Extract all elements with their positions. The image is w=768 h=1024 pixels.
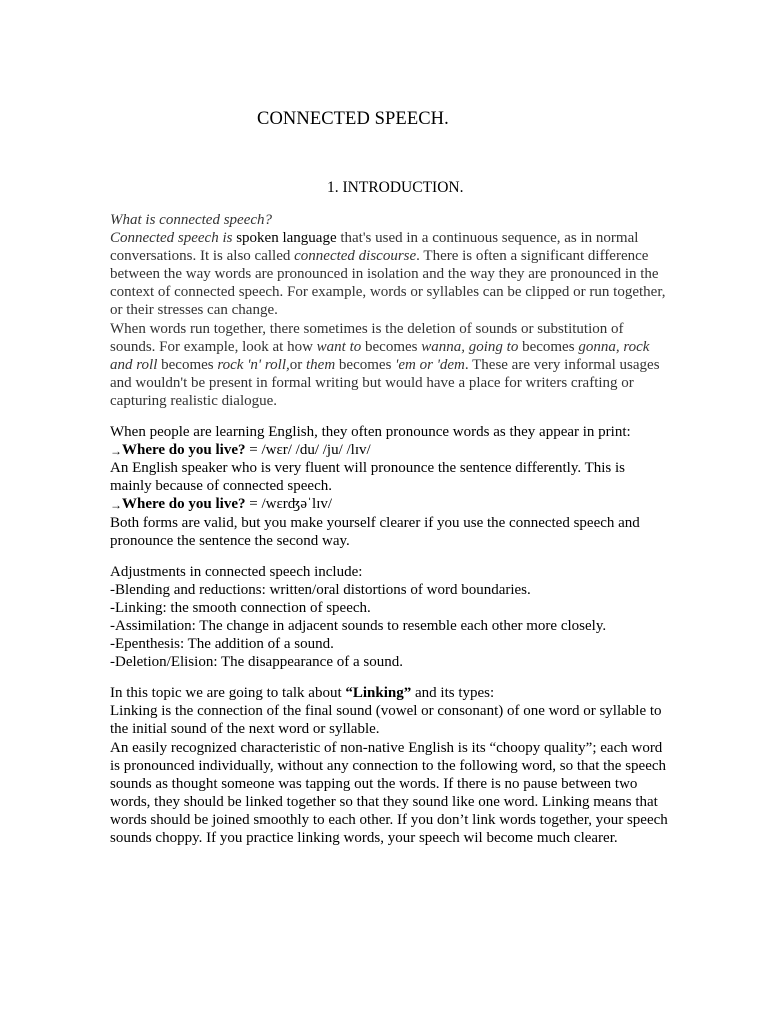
learning-paragraph-2: An English speaker who is very fluent will pronounce the sentence differently. This is mainly because of connected speech. xyxy=(110,460,626,495)
intro-examples: When words run together, there sometimes is the deletion of sounds or substitution of sounds. For example, look at how want to becomes wanna, going to becomes gonna, rock and roll becomes rock 'n' roll,or them becomes 'em or 'dem. These are very informal usages and wouldn't be present in formal writing but would have a place for writers crafting or capturing realistic dialogue. xyxy=(110,320,660,409)
adjustments-section xyxy=(110,563,670,672)
linking-section xyxy=(110,684,670,847)
list-item: -Blending and reductions: written/oral distortions of word boundaries. xyxy=(110,581,531,598)
intro-section xyxy=(110,211,670,410)
list-item: -Epenthesis: The addition of a sound. xyxy=(110,636,334,653)
arrow-right-icon: → xyxy=(110,498,122,513)
arrow-right-icon: → xyxy=(110,444,122,459)
adjustments-intro: Adjustments in connected speech include: xyxy=(110,563,363,580)
intro-question: What is connected speech? xyxy=(110,212,273,228)
list-item: -Linking: the smooth connection of speech. xyxy=(110,599,371,616)
section-heading: 1. INTRODUCTION. xyxy=(327,179,464,196)
learning-paragraph-3: Both forms are valid, but you make yourself clearer if you use the connected speech and pronounce the sentence the second way. xyxy=(110,514,640,549)
ipa-example-2: →Where do you live? = /wɛrʤəˈlɪv/ xyxy=(110,496,333,513)
topic-lead: In this topic we are going to talk about “Linking” and its types: xyxy=(110,685,495,702)
spoken-language-link[interactable]: spoken language xyxy=(236,230,337,247)
document-body xyxy=(110,211,670,847)
learning-section xyxy=(110,423,670,550)
list-item: -Assimilation: The change in adjacent sounds to resemble each other more closely. xyxy=(110,617,607,634)
page-title: CONNECTED SPEECH. xyxy=(257,109,449,129)
linking-definition: Linking is the connection of the final sound (vowel or consonant) of one word or syllable to the initial sound of the next word or syllable. xyxy=(110,703,662,738)
linking-explanation: An easily recognized characteristic of non-native English is its “choopy quality”; each word is pronounced individually, without any connection to the following word, so that the speech sounds as thought someone was tapping out the words. If there is no pause between two words, they should be linked together so that they sound like one word. Linking means that words should be joined smoothly to each other. If you don’t link words together, your speech sounds choppy. If you practice linking words, your speech wil become much clearer. xyxy=(110,739,668,846)
learning-paragraph-1: When people are learning English, they often pronounce words as they appear in print: xyxy=(110,424,631,441)
intro-definition: Connected speech is spoken language that's used in a continuous sequence, as in normal conversations. It is also called connected discourse. There is often a significant difference between the way words are pronounced in isolation and the way they are pronounced in the context of connected speech. For example, words or syllables can be clipped or run together, or their stresses can change. xyxy=(110,230,666,319)
list-item: -Deletion/Elision: The disappearance of a sound. xyxy=(110,654,403,671)
ipa-example-1: →Where do you live? = /wɛr/ /du/ /ju/ /lɪv/ xyxy=(110,442,371,459)
